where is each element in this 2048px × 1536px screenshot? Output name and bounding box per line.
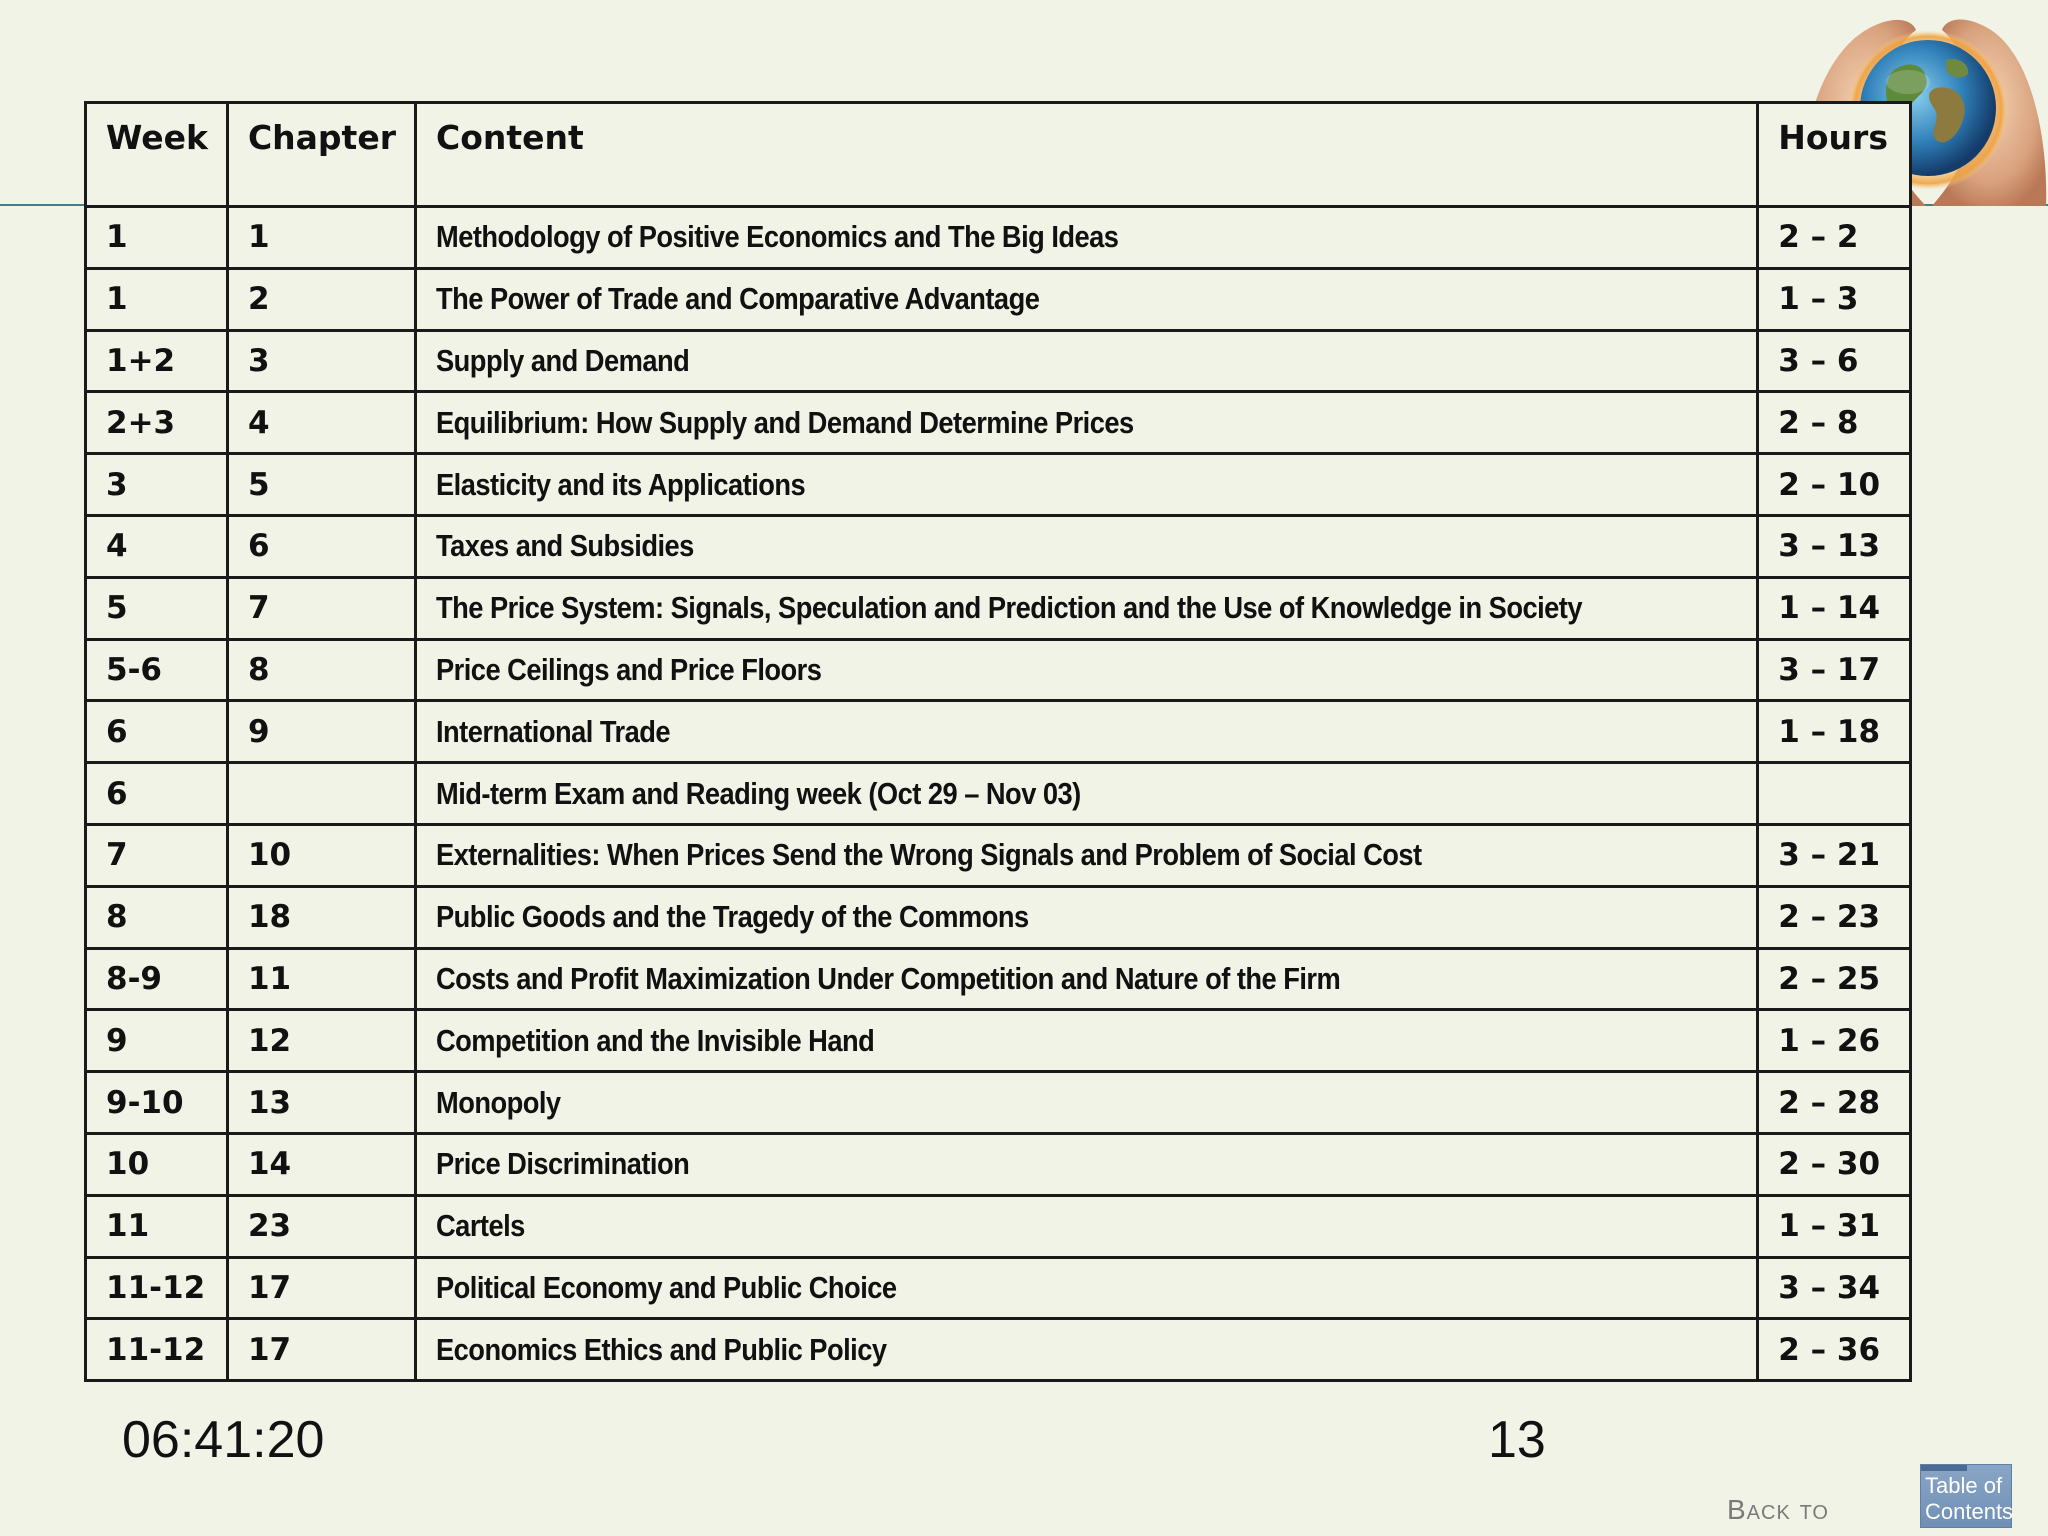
content-text: International Trade [435,713,671,749]
week-cell: 8 [86,886,228,948]
toc-button-label: Table of Contents [1925,1473,2014,1524]
chapter-cell: 6 [227,515,415,577]
content-text: Competition and the Invisible Hand [435,1022,875,1058]
chapter-cell: 5 [227,454,415,516]
hours-cell: 1 – 31 [1758,1195,1911,1257]
content-text: Elasticity and its Applications [435,466,806,502]
hours-cell: 2 – 30 [1758,1133,1911,1195]
table-row [86,515,1911,577]
week-cell: 4 [86,515,228,577]
chapter-cell: 17 [227,1319,415,1381]
content-text: Equilibrium: How Supply and Demand Determine Prices [435,404,1134,440]
header-chapter: Chapter [227,103,415,207]
hours-cell: 3 – 34 [1758,1257,1911,1319]
week-cell: 1 [86,207,228,269]
hours-cell: 2 – 23 [1758,886,1911,948]
hours-cell: 2 – 25 [1758,948,1911,1010]
hours-cell: 1 – 3 [1758,268,1911,330]
content-cell [415,701,1757,763]
content-text: Price Ceilings and Price Floors [435,651,822,687]
content-cell [415,1072,1757,1134]
content-cell [415,948,1757,1010]
table-body [86,207,1911,1381]
content-text: Externalities: When Prices Send the Wrong Signals and Problem of Social Cost [435,837,1422,873]
week-cell: 6 [86,763,228,825]
table-row [86,948,1911,1010]
chapter-cell: 18 [227,886,415,948]
table-row [86,1072,1911,1134]
chapter-cell: 9 [227,701,415,763]
week-cell: 1+2 [86,330,228,392]
content-cell [415,639,1757,701]
content-text: Costs and Profit Maximization Under Competition and Nature of the Firm [435,960,1341,996]
table-row [86,268,1911,330]
hours-cell: 2 – 36 [1758,1319,1911,1381]
chapter-cell: 10 [227,824,415,886]
week-cell: 11-12 [86,1319,228,1381]
week-cell: 9 [86,1010,228,1072]
chapter-cell: 7 [227,577,415,639]
header-hours: Hours [1758,103,1911,207]
content-text: The Price System: Signals, Speculation and Prediction and the Use of Knowledge in Society [435,590,1582,626]
tab-strip-icon [1921,1465,1967,1471]
back-to-label: Back to [1727,1494,1829,1525]
content-cell [415,1319,1757,1381]
table-row [86,207,1911,269]
table-row [86,639,1911,701]
week-cell: 10 [86,1133,228,1195]
clock-readout: 06:41:20 [122,1411,325,1469]
content-text: Price Discrimination [435,1146,690,1182]
content-text: Taxes and Subsidies [435,528,694,564]
hours-cell: 1 – 26 [1758,1010,1911,1072]
week-cell: 9-10 [86,1072,228,1134]
week-cell: 6 [86,701,228,763]
chapter-cell: 17 [227,1257,415,1319]
chapter-cell: 1 [227,207,415,269]
content-cell [415,1010,1757,1072]
table-row [86,1010,1911,1072]
header-content: Content [415,103,1757,207]
content-text: Economics Ethics and Public Policy [435,1331,887,1367]
content-text: Mid-term Exam and Reading week (Oct 29 – Nov 03) [435,775,1081,811]
hours-cell: 3 – 17 [1758,639,1911,701]
chapter-cell: 4 [227,392,415,454]
week-cell: 5-6 [86,639,228,701]
hours-cell: 2 – 8 [1758,392,1911,454]
table-row [86,1133,1911,1195]
hours-cell: 2 – 10 [1758,454,1911,516]
table-row [86,701,1911,763]
content-text: The Power of Trade and Comparative Advantage [435,281,1040,317]
table-of-contents-button[interactable] [1920,1464,2012,1528]
content-text: Monopoly [435,1084,561,1120]
hours-cell: 1 – 18 [1758,701,1911,763]
content-cell [415,330,1757,392]
table-row [86,1319,1911,1381]
week-cell: 5 [86,577,228,639]
hours-cell: 2 – 2 [1758,207,1911,269]
chapter-cell: 13 [227,1072,415,1134]
content-text: Supply and Demand [435,342,690,378]
table-row [86,886,1911,948]
header-week: Week [86,103,228,207]
content-text: Political Economy and Public Choice [435,1269,897,1305]
table-header-row [86,103,1911,207]
content-text: Public Goods and the Tragedy of the Commons [435,899,1029,935]
table-row [86,330,1911,392]
content-cell [415,268,1757,330]
chapter-cell: 8 [227,639,415,701]
content-text: Cartels [435,1208,525,1244]
hours-cell: 1 – 14 [1758,577,1911,639]
content-cell [415,824,1757,886]
hours-cell [1758,763,1911,825]
hours-cell: 3 – 21 [1758,824,1911,886]
hours-cell: 3 – 6 [1758,330,1911,392]
table-row [86,1257,1911,1319]
chapter-cell: 2 [227,268,415,330]
content-cell [415,1257,1757,1319]
chapter-cell: 11 [227,948,415,1010]
table-row [86,763,1911,825]
hours-cell: 2 – 28 [1758,1072,1911,1134]
chapter-cell: 12 [227,1010,415,1072]
content-cell [415,1133,1757,1195]
table-row [86,454,1911,516]
week-cell: 3 [86,454,228,516]
chapter-cell: 23 [227,1195,415,1257]
week-cell: 7 [86,824,228,886]
week-cell: 11 [86,1195,228,1257]
chapter-cell [227,763,415,825]
content-text: Methodology of Positive Economics and The Big Ideas [435,219,1119,255]
week-cell: 11-12 [86,1257,228,1319]
chapter-cell: 14 [227,1133,415,1195]
table-row [86,1195,1911,1257]
chapter-cell: 3 [227,330,415,392]
content-cell [415,1195,1757,1257]
course-schedule-table [84,101,1912,1382]
page-number: 13 [1488,1411,1546,1469]
content-cell [415,515,1757,577]
content-cell [415,392,1757,454]
content-cell [415,207,1757,269]
table-row [86,392,1911,454]
week-cell: 8-9 [86,948,228,1010]
week-cell: 1 [86,268,228,330]
content-cell [415,886,1757,948]
content-cell [415,763,1757,825]
table-row [86,824,1911,886]
content-cell [415,454,1757,516]
table-row [86,577,1911,639]
hours-cell: 3 – 13 [1758,515,1911,577]
week-cell: 2+3 [86,392,228,454]
content-cell [415,577,1757,639]
